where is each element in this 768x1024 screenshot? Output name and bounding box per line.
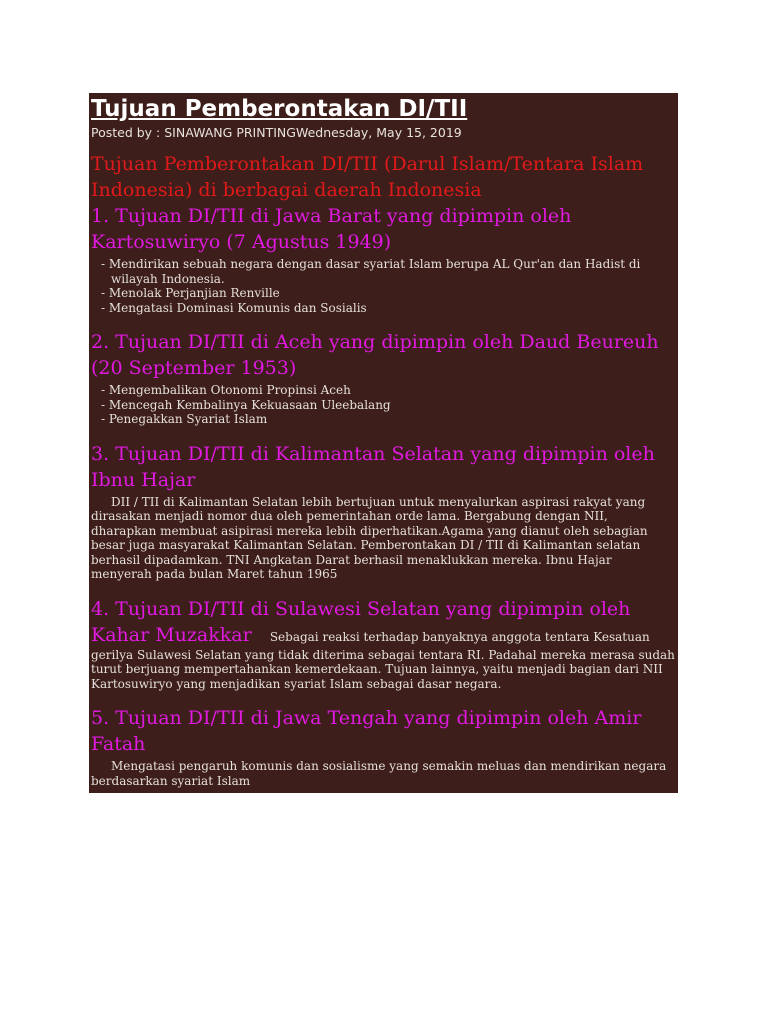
section-heading-3: 3. Tujuan DI/TII di Kalimantan Selatan yang dipimpin oleh Ibnu Hajar (91, 442, 655, 491)
spacer (91, 315, 676, 329)
section-body-3: DII / TII di Kalimantan Selatan lebih bertujuan untuk menyalurkan aspirasi rakyat yang dirasakan menjadi nomor dua oleh pemerintahan orde lama. Bergabung dengan NII, dharapkan membuat asipirasi mereka lebih diperhatikan.Agama yang dianut oleh sebagian besar juga masyarakat Kalimantan Selatan. Pemberontakan DI / TII di Kalimantan selatan berhasil dipadamkan. TNI Angkatan Darat berhasil menaklukkan mereka. Ibnu Hajar menyerah pada bulan Maret tahun 1965 (91, 494, 648, 581)
blog-post (89, 93, 678, 793)
spacer (91, 427, 676, 441)
spacer (91, 691, 676, 705)
spacer (91, 582, 676, 596)
section-heading-4-text: 4. Tujuan DI/TII di Sulawesi Selatan yang dipimpin oleh Kahar Muzakkar (91, 597, 631, 646)
section-body-4: gerilya Sulawesi Selatan yang tidak diterima sebagai tentara RI. Padahal mereka merasa sudah turut berjuang mempertahankan kemerdekaan. Tujuan lainnya, yaitu menjadi bagian dari NII Kartosuwiryo yang menjadikan syariat Islam sebagai dasar negara. (91, 647, 675, 691)
post-intro: Tujuan Pemberontakan DI/TII (Darul Islam/Tentara Islam Indonesia) di berbagai daerah Indonesia (91, 153, 644, 201)
post-title[interactable]: Tujuan Pemberontakan DI/TII (91, 96, 468, 122)
section-heading-5: 5. Tujuan DI/TII di Jawa Tengah yang dipimpin oleh Amir Fatah (91, 707, 642, 755)
list-item: - Menolak Perjanjian Renville (101, 286, 280, 300)
list-item: - Mencegah Kembalinya Kekuasaan Uleebalang (101, 397, 391, 412)
section-list-2 (91, 383, 676, 427)
list-item: - Mendirikan sebuah negara dengan dasar syariat Islam berupa AL Qur'an dan Hadist di wilayah Indonesia. (101, 257, 641, 286)
section-list-1 (91, 257, 676, 315)
section-heading-4 (91, 596, 676, 648)
list-item: - Mengatasi Dominasi Komunis dan Sosialis (101, 300, 367, 315)
section-body-5: Mengatasi pengaruh komunis dan sosialisme yang semakin meluas dan mendirikan negara berdasarkan syariat Islam (91, 759, 667, 788)
post-meta: Posted by : SINAWANG PRINTINGWednesday, May 15, 2019 (91, 125, 462, 140)
section-heading-2: 2. Tujuan DI/TII di Aceh yang dipimpin oleh Daud Beureuh (20 September 1953) (91, 331, 659, 379)
list-item: - Mengembalikan Otonomi Propinsi Aceh (101, 383, 351, 397)
section-body-4-start: Sebagai reaksi terhadap banyaknya anggota tentara Kesatuan (269, 629, 650, 644)
list-item: - Penegakkan Syariat Islam (101, 412, 268, 426)
section-heading-1: 1. Tujuan DI/TII di Jawa Barat yang dipimpin oleh Kartosuwiryo (7 Agustus 1949) (91, 205, 572, 253)
